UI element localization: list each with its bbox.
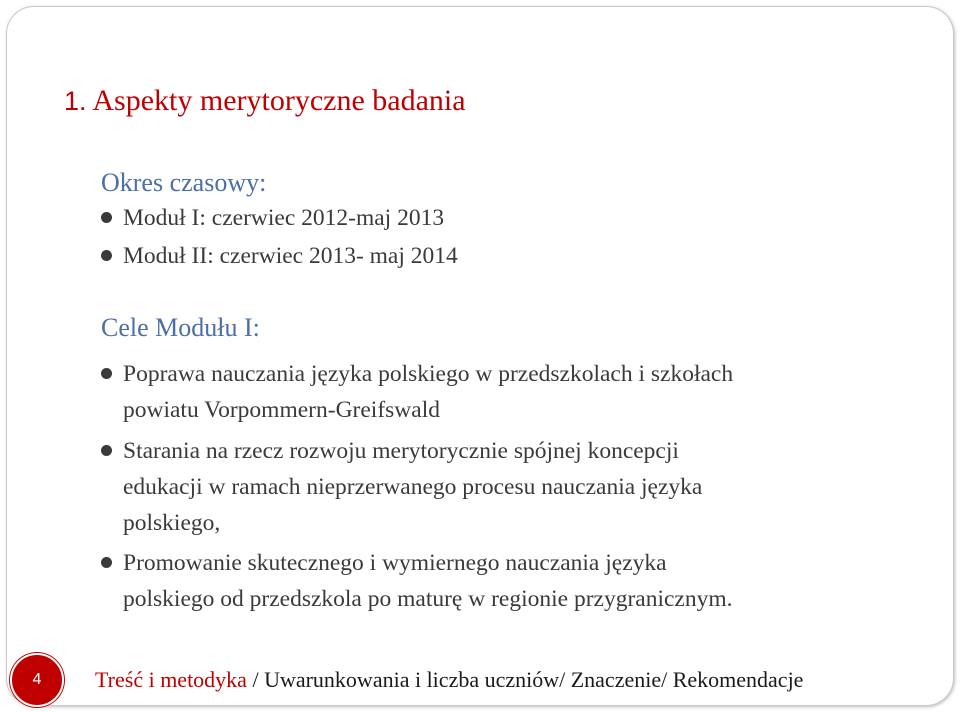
period-item-text: Moduł II: czerwiec 2013- maj 2014 [123, 243, 458, 269]
bullet-icon [101, 445, 112, 456]
goal-line: Starania na rzecz rozwoju merytorycznie spójnej koncepcji [123, 438, 679, 464]
goal-line: polskiego od przedszkola po maturę w regionie przygranicznym. [123, 586, 733, 612]
goal-item [101, 545, 901, 617]
slide-title [64, 84, 466, 118]
goals-heading: Cele Modułu I: [101, 313, 260, 342]
title-text: Aspekty merytoryczne badania [86, 84, 466, 117]
bullet-icon [101, 557, 112, 568]
page-number-badge: 4 [10, 653, 64, 707]
goal-line: edukacji w ramach nieprzerwanego procesu nauczania języka [123, 474, 703, 500]
footer-nav-rest: / Uwarunkowania i liczba uczniów/ Znaczenie/ Rekomendacje [246, 667, 804, 692]
footer-navigation [95, 667, 803, 693]
goal-line: Poprawa nauczania języka polskiego w przedszkolach i szkołach [123, 361, 734, 387]
period-heading: Okres czasowy: [101, 168, 267, 197]
title-number: 1. [64, 86, 87, 116]
bullet-icon [101, 368, 112, 379]
goal-line: Promowanie skutecznego i wymiernego nauczania języka [123, 550, 667, 576]
goal-item [101, 356, 901, 428]
period-item [101, 238, 901, 274]
goal-line: polskiego, [123, 510, 221, 536]
footer-nav-active[interactable]: Treść i metodyka [95, 667, 247, 692]
bullet-icon [101, 212, 112, 223]
period-item-text: Moduł I: czerwiec 2012-maj 2013 [123, 205, 445, 231]
goal-line: powiatu Vorpommern-Greifswald [123, 397, 440, 423]
goal-item [101, 433, 901, 541]
bullet-icon [101, 250, 112, 261]
period-item [101, 200, 901, 236]
